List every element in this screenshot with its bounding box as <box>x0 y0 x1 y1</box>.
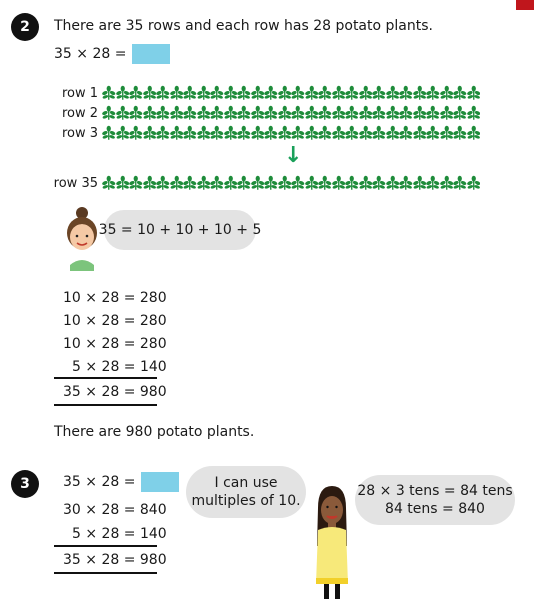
potato-plant-icon <box>291 125 305 141</box>
q3-total: 35 × 28 = 980 <box>63 552 167 568</box>
potato-plant-icon <box>170 105 184 121</box>
row-label: row 35 <box>53 175 98 191</box>
bubble-text: 35 = 10 + 10 + 10 + 5 <box>98 222 262 238</box>
potato-plant-icon <box>210 125 224 141</box>
potato-plant-icon <box>251 175 265 191</box>
potato-plant-icon <box>453 85 467 101</box>
bubble-line: I can use <box>214 475 278 491</box>
potato-plant-icon <box>129 85 143 101</box>
q2-equation-label: 35 × 28 = <box>54 46 127 62</box>
potato-plant-icon <box>183 105 197 121</box>
potato-plant-icon <box>413 175 427 191</box>
potato-plant-icon <box>143 125 157 141</box>
row-label: row 1 <box>61 85 98 101</box>
potato-plant-icon <box>224 85 238 101</box>
plant-row-2 <box>52 105 480 121</box>
potato-plant-icon <box>170 175 184 191</box>
potato-plant-icon <box>264 105 278 121</box>
potato-plant-icon <box>413 125 427 141</box>
potato-plant-icon <box>467 105 481 121</box>
potato-plant-icon <box>129 105 143 121</box>
divider-line <box>54 572 157 574</box>
potato-plant-icon <box>413 85 427 101</box>
potato-plant-icon <box>399 85 413 101</box>
potato-plant-icon <box>156 105 170 121</box>
potato-plant-icon <box>116 175 130 191</box>
potato-plant-icon <box>278 175 292 191</box>
potato-plant-icon <box>386 125 400 141</box>
potato-plant-icon <box>318 175 332 191</box>
potato-plant-icon <box>210 175 224 191</box>
plant-row-1 <box>52 85 480 101</box>
plants <box>102 125 480 141</box>
potato-plant-icon <box>102 85 116 101</box>
potato-plant-icon <box>453 105 467 121</box>
potato-plant-icon <box>291 85 305 101</box>
plant-row-3 <box>52 125 480 141</box>
potato-plant-icon <box>237 85 251 101</box>
potato-plant-icon <box>291 175 305 191</box>
potato-plant-icon <box>210 85 224 101</box>
bubble-line: 28 × 3 tens = 84 tens <box>357 483 513 499</box>
potato-plant-icon <box>210 105 224 121</box>
potato-plant-icon <box>372 175 386 191</box>
potato-plant-icon <box>305 125 319 141</box>
potato-plant-icon <box>102 125 116 141</box>
potato-plant-icon <box>345 175 359 191</box>
potato-plant-icon <box>426 105 440 121</box>
potato-plant-icon <box>197 105 211 121</box>
potato-plant-icon <box>399 125 413 141</box>
q2-equation <box>54 44 170 64</box>
q2-calc-line: 10 × 28 = 280 <box>63 313 167 329</box>
potato-plant-icon <box>224 125 238 141</box>
q3-answer-box[interactable] <box>141 472 179 492</box>
q2-calc-line: 5 × 28 = 140 <box>72 359 167 375</box>
potato-plant-icon <box>318 85 332 101</box>
q3-equation-label: 35 × 28 = <box>63 474 136 490</box>
potato-plant-icon <box>345 125 359 141</box>
potato-plant-icon <box>453 175 467 191</box>
potato-plant-icon <box>237 175 251 191</box>
potato-plant-icon <box>453 125 467 141</box>
potato-plant-icon <box>170 85 184 101</box>
potato-plant-icon <box>264 125 278 141</box>
potato-plant-icon <box>129 125 143 141</box>
potato-plant-icon <box>426 85 440 101</box>
potato-plant-icon <box>345 85 359 101</box>
potato-plant-icon <box>359 175 373 191</box>
potato-plant-icon <box>440 125 454 141</box>
potato-plant-icon <box>440 175 454 191</box>
potato-plant-icon <box>359 105 373 121</box>
row-label: row 3 <box>61 125 98 141</box>
bubble-line: 84 tens = 840 <box>385 501 485 517</box>
potato-plant-icon <box>386 105 400 121</box>
potato-plant-icon <box>372 85 386 101</box>
potato-plant-icon <box>467 175 481 191</box>
down-arrow-icon: ↓ <box>284 143 303 168</box>
potato-plant-icon <box>143 85 157 101</box>
potato-plant-icon <box>359 85 373 101</box>
potato-plant-icon <box>102 105 116 121</box>
speech-bubble-left <box>186 466 306 518</box>
potato-plant-icon <box>156 175 170 191</box>
potato-plant-icon <box>251 125 265 141</box>
potato-plant-icon <box>440 105 454 121</box>
potato-plant-icon <box>372 105 386 121</box>
q3-equation <box>63 472 179 492</box>
potato-plant-icon <box>224 105 238 121</box>
potato-plant-icon <box>467 125 481 141</box>
q2-calc-line: 10 × 28 = 280 <box>63 290 167 306</box>
potato-plant-icon <box>237 105 251 121</box>
potato-plant-icon <box>291 105 305 121</box>
potato-plant-icon <box>237 125 251 141</box>
potato-plant-icon <box>143 105 157 121</box>
potato-plant-icon <box>305 175 319 191</box>
speech-bubble-q2 <box>98 210 262 250</box>
divider-line <box>54 545 157 547</box>
potato-plant-icon <box>197 125 211 141</box>
potato-plant-icon <box>143 175 157 191</box>
potato-plant-icon <box>116 125 130 141</box>
potato-plant-icon <box>426 125 440 141</box>
potato-plant-icon <box>318 105 332 121</box>
potato-plant-icon <box>170 125 184 141</box>
potato-plant-icon <box>116 85 130 101</box>
potato-plant-icon <box>359 125 373 141</box>
potato-plant-icon <box>197 175 211 191</box>
q3-calc-line: 5 × 28 = 140 <box>72 526 167 542</box>
potato-plant-icon <box>183 175 197 191</box>
potato-plant-icon <box>440 85 454 101</box>
plants <box>102 85 480 101</box>
potato-plant-icon <box>224 175 238 191</box>
potato-plant-icon <box>278 85 292 101</box>
potato-plant-icon <box>386 85 400 101</box>
potato-plant-icon <box>399 175 413 191</box>
potato-plant-icon <box>156 85 170 101</box>
potato-plant-icon <box>197 85 211 101</box>
potato-plant-icon <box>332 175 346 191</box>
q2-total: 35 × 28 = 980 <box>63 384 167 400</box>
girl-character-icon <box>62 205 102 271</box>
question-number-2: 2 <box>11 13 39 41</box>
potato-plant-icon <box>116 105 130 121</box>
potato-plant-icon <box>156 125 170 141</box>
q2-answer-box[interactable] <box>132 44 170 64</box>
question-number-3: 3 <box>11 470 39 498</box>
potato-plant-icon <box>332 125 346 141</box>
potato-plant-icon <box>467 85 481 101</box>
potato-plant-icon <box>264 85 278 101</box>
potato-plant-icon <box>183 125 197 141</box>
corner-tab <box>516 0 534 10</box>
potato-plant-icon <box>386 175 400 191</box>
potato-plant-icon <box>251 105 265 121</box>
potato-plant-icon <box>305 105 319 121</box>
potato-plant-icon <box>278 105 292 121</box>
divider-line <box>54 404 157 406</box>
plant-row-35 <box>46 175 480 191</box>
potato-plant-icon <box>426 175 440 191</box>
potato-plant-icon <box>129 175 143 191</box>
potato-plant-icon <box>318 125 332 141</box>
q2-answer-text: There are 980 potato plants. <box>54 424 255 440</box>
row-label: row 2 <box>61 105 98 121</box>
potato-plant-icon <box>305 85 319 101</box>
potato-plant-icon <box>278 125 292 141</box>
potato-plant-icon <box>251 85 265 101</box>
plants <box>102 175 480 191</box>
question-2-text: There are 35 rows and each row has 28 potato plants. <box>54 18 433 34</box>
potato-plant-icon <box>264 175 278 191</box>
potato-plant-icon <box>372 125 386 141</box>
bubble-line: multiples of 10. <box>191 493 301 509</box>
potato-plant-icon <box>345 105 359 121</box>
divider-line <box>54 377 157 379</box>
potato-plant-icon <box>399 105 413 121</box>
potato-plant-icon <box>332 85 346 101</box>
woman-character-icon <box>312 486 352 599</box>
q2-calc-line: 10 × 28 = 280 <box>63 336 167 352</box>
potato-plant-icon <box>332 105 346 121</box>
potato-plant-icon <box>413 105 427 121</box>
potato-plant-icon <box>102 175 116 191</box>
q3-calc-line: 30 × 28 = 840 <box>63 502 167 518</box>
speech-bubble-right <box>355 475 515 525</box>
plants <box>102 105 480 121</box>
potato-plant-icon <box>183 85 197 101</box>
